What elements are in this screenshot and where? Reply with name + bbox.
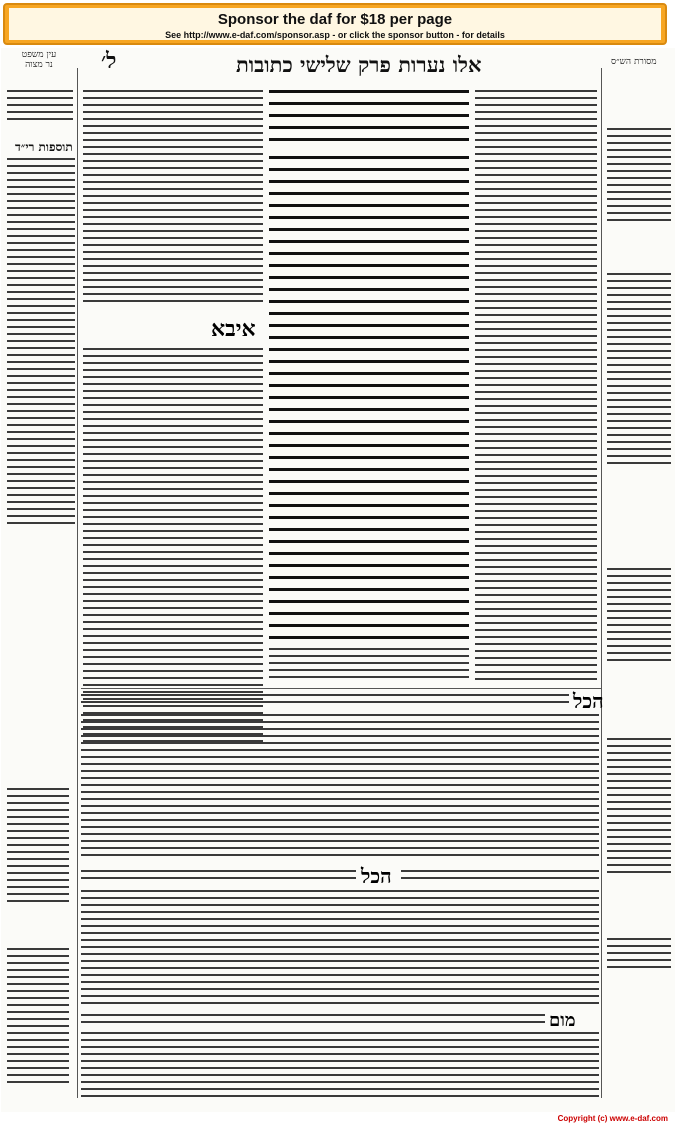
hakol-inline-word: הכל <box>361 864 392 888</box>
aiba-opening-word: איבא <box>211 316 256 342</box>
tosafot-upper-text <box>83 90 263 310</box>
left-margin-notes-bottom <box>7 948 69 1088</box>
gilyon-hashas-text <box>607 568 671 668</box>
mesoret-hashas-text <box>607 128 671 228</box>
lower-commentary-line-4 <box>81 1014 545 1028</box>
right-margin-notes <box>607 273 671 473</box>
ein-mishpat-label: עין משפט נר מצוה <box>21 50 57 70</box>
running-title: אלו נערות פרק שלישי כתובות <box>236 52 482 77</box>
sponsor-banner-title[interactable]: Sponsor the daf for $18 per page <box>217 11 453 28</box>
sponsor-banner[interactable] <box>3 3 667 45</box>
left-column-divider <box>77 68 78 1098</box>
ein-mishpat-text <box>7 90 73 130</box>
lower-commentary-text-1 <box>81 714 599 864</box>
mesoret-hashas-label: מסורת הש״ס <box>611 57 657 67</box>
lower-commentary-line-2 <box>81 870 356 884</box>
tosafot-rid-text <box>7 158 75 528</box>
right-margin-lower-notes <box>607 738 671 878</box>
gemara-main-text <box>269 156 469 656</box>
gemara-upper-text <box>269 90 469 150</box>
daf-mark: ל׳ <box>101 48 117 74</box>
rashi-text <box>475 90 597 690</box>
lower-commentary-text-3 <box>81 1032 599 1102</box>
tosafot-rid-heading: תוספות רי״ד <box>15 140 73 154</box>
right-margin-bottom-notes <box>607 938 671 978</box>
copyright-notice[interactable]: Copyright (c) www.e-daf.com <box>557 1114 668 1123</box>
lower-commentary-line-1 <box>81 694 569 714</box>
lower-commentary-text-2 <box>81 890 599 1010</box>
talmud-page <box>1 48 675 1112</box>
sponsor-banner-subtitle[interactable]: See http://www.e-daf.com/sponsor.asp - or click the sponsor button - for details <box>165 30 505 40</box>
lower-commentary-divider <box>81 688 601 689</box>
mum-heading: מום <box>549 1010 576 1031</box>
left-margin-notes <box>7 788 69 908</box>
hakol-heading: הכל <box>573 689 604 713</box>
gemara-footnote-text <box>269 648 469 688</box>
lower-commentary-line-3 <box>401 870 599 884</box>
right-column-divider <box>601 68 602 1098</box>
